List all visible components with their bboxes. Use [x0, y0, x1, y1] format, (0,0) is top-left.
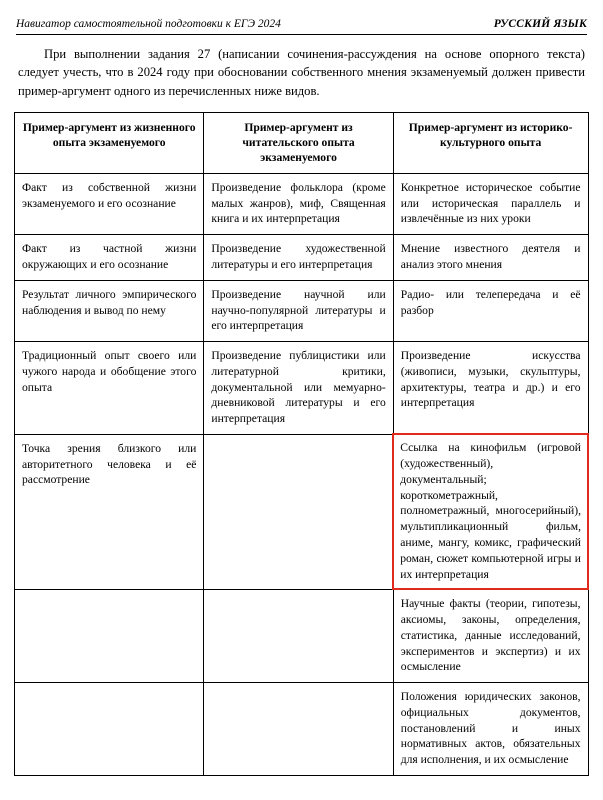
column-header-life-experience: Пример-аргумент из жизненного опыта экзаменуемого: [15, 112, 204, 173]
header-divider: [16, 34, 587, 35]
header-left-title: Навигатор самостоятельной подготовки к ЕГЭ 2024: [16, 18, 281, 30]
table-row: [15, 173, 589, 234]
cell-life-4: Традиционный опыт своего или чужого народа и обобщение этого опыта: [15, 342, 204, 435]
cell-historical-6: Научные факты (теории, гипотезы, аксиомы, законы, определения, статистика, данные исследований, экспериментов и экспертиз) и их осмысление: [393, 589, 588, 682]
table-row: [15, 683, 589, 776]
cell-reading-7: [204, 683, 393, 776]
cell-historical-2: Мнение известного деятеля и анализ этого мнения: [393, 235, 588, 281]
cell-life-7: [15, 683, 204, 776]
cell-reading-2: Произведение художественной литературы и его интерпретация: [204, 235, 393, 281]
cell-reading-3: Произведение научной или научно-популярной литературы и его интерпретация: [204, 280, 393, 341]
table-row: [15, 434, 589, 589]
column-header-historical-cultural-experience: Пример-аргумент из историко-культурного опыта: [393, 112, 588, 173]
cell-reading-5: [204, 434, 393, 589]
cell-life-6: [15, 589, 204, 682]
table-header-row: [15, 112, 589, 173]
argument-types-table: [14, 112, 589, 776]
column-header-reading-experience: Пример-аргумент из читательского опыта экзаменуемого: [204, 112, 393, 173]
cell-life-1: Факт из собственной жизни экзаменуемого и его осознание: [15, 173, 204, 234]
table-row: [15, 235, 589, 281]
page-header: [14, 18, 589, 34]
cell-reading-6: [204, 589, 393, 682]
cell-life-2: Факт из частной жизни окружающих и его осознание: [15, 235, 204, 281]
table-row: [15, 589, 589, 682]
cell-life-5: Точка зрения близкого или авторитетного человека и её рассмотрение: [15, 434, 204, 589]
header-right-subject: РУССКИЙ ЯЗЫК: [493, 18, 587, 30]
cell-life-3: Результат личного эмпирического наблюдения и вывод по нему: [15, 280, 204, 341]
cell-historical-3: Радио- или телепередача и её разбор: [393, 280, 588, 341]
table-row: [15, 342, 589, 435]
intro-paragraph: При выполнении задания 27 (написании сочинения-рассуждения на основе опорного текста) следует учесть, что в 2024 году при обосновании собственного мнения экзаменуемый должен привести пример-аргумент одного из перечисленных ниже видов.: [18, 47, 585, 98]
cell-historical-7: Положения юридических законов, официальных документов, постановлений и иных нормативных актов, обязательных для исполнения, и их осмысление: [393, 683, 588, 776]
cell-reading-1: Произведение фольклора (кроме малых жанров), миф, Священная книга и их интерпретация: [204, 173, 393, 234]
cell-historical-4: Произведение искусства (живописи, музыки, скульптуры, архитектуры, театра и др.) и его интерпретация: [393, 342, 588, 435]
cell-historical-1: Конкретное историческое событие или историческая параллель и извлечённые из них уроки: [393, 173, 588, 234]
cell-reading-4: Произведение публицистики или литературной критики, документальной или мемуарно-дневниковой литературы и его интерпретация: [204, 342, 393, 435]
table-row: [15, 280, 589, 341]
cell-historical-5-highlighted: Ссылка на кинофильм (игровой (художественный), документальный; короткометражный, полнометражный, многосерийный), мультипликационный фильм, аниме, мангу, комикс, графический роман, сюжет компьютерной игры и их интерпретация: [393, 434, 588, 589]
